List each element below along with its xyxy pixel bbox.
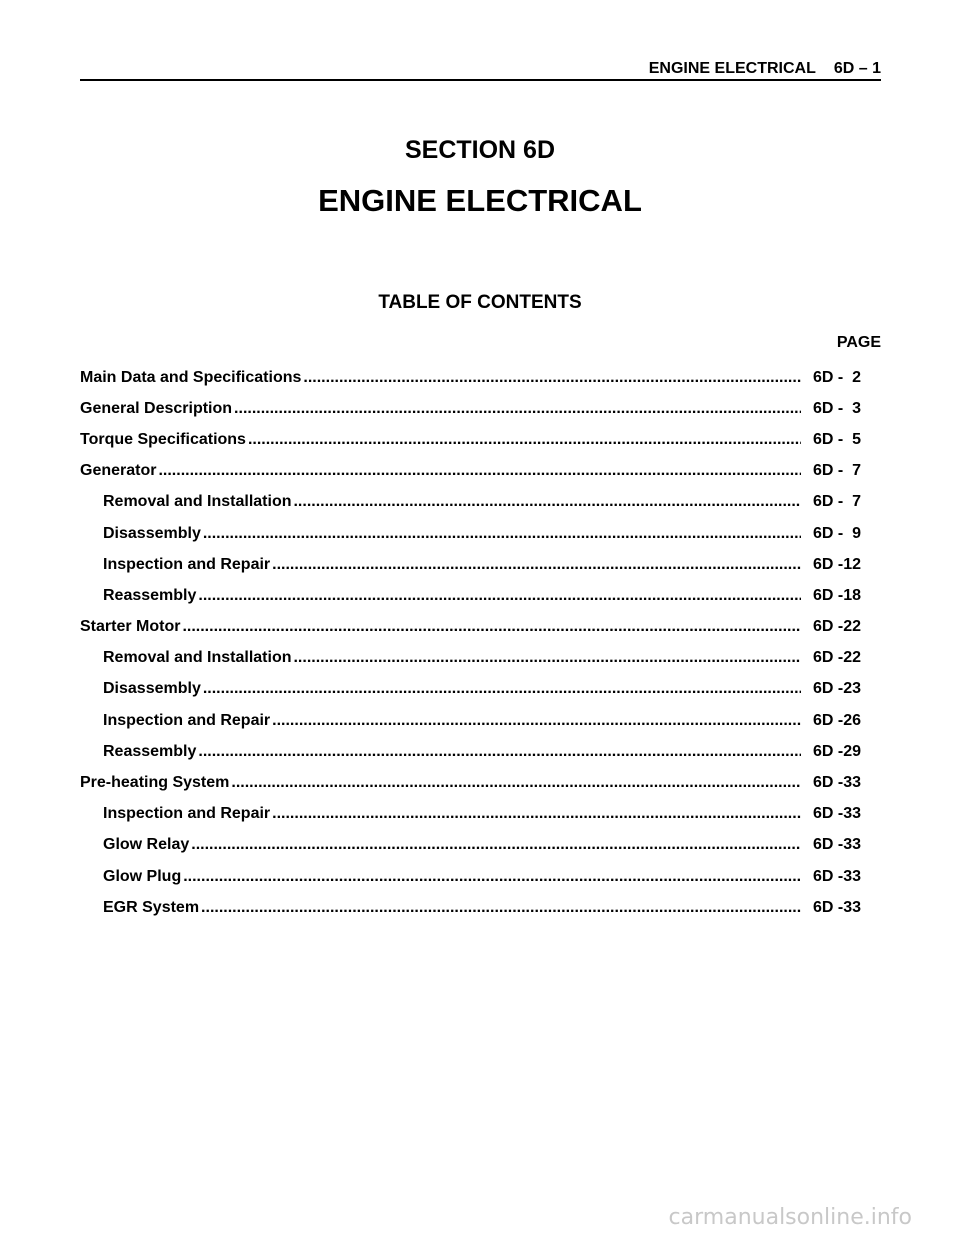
toc-entry-page: 6D -33 <box>813 898 862 916</box>
toc-leader-dots <box>231 774 801 792</box>
toc-entry-page: 6D -12 <box>813 555 862 573</box>
toc-leader-dots <box>303 369 801 387</box>
toc-leader-dots <box>191 836 801 854</box>
toc-entry-page: 6D -22 <box>813 649 862 667</box>
toc-leader-dots <box>198 743 801 761</box>
toc-leader-dots <box>158 462 801 480</box>
toc-entry-label: Inspection and Repair <box>103 805 271 823</box>
toc-entry[interactable] <box>80 674 881 705</box>
toc-entry-label: Disassembly <box>103 680 201 698</box>
toc-entry-label: Glow Plug <box>103 867 182 885</box>
toc-leader-dots <box>183 868 801 886</box>
toc-leader-dots <box>293 649 801 667</box>
toc-entry[interactable] <box>80 705 881 736</box>
toc-entry-page: 6D - 5 <box>813 430 862 448</box>
toc-entry-label: Inspection and Repair <box>103 711 271 729</box>
header-title: ENGINE ELECTRICAL <box>648 60 816 77</box>
toc-entry[interactable] <box>80 892 881 923</box>
page-header <box>80 59 881 81</box>
toc-entry-page: 6D -26 <box>813 711 862 729</box>
toc-leader-dots <box>203 525 801 543</box>
table-of-contents <box>80 362 881 923</box>
toc-leader-dots <box>182 618 801 636</box>
toc-entry-page: 6D -33 <box>813 805 862 823</box>
toc-entry[interactable] <box>80 799 881 830</box>
toc-entry-label: Removal and Installation <box>103 493 292 511</box>
toc-entry[interactable] <box>80 643 881 674</box>
toc-entry-page: 6D -29 <box>813 742 862 760</box>
toc-entry-label: Main Data and Specifications <box>80 368 302 386</box>
toc-entry-label: Reassembly <box>103 586 197 604</box>
toc-entry[interactable] <box>80 580 881 611</box>
toc-leader-dots <box>293 493 801 511</box>
toc-entry-label: Generator <box>80 462 157 480</box>
toc-entry-label: EGR System <box>103 898 200 916</box>
toc-entry-page: 6D - 2 <box>813 368 862 386</box>
toc-leader-dots <box>201 899 801 917</box>
toc-entry[interactable] <box>80 393 881 424</box>
toc-entry-page: 6D - 7 <box>813 493 862 511</box>
toc-entry[interactable] <box>80 424 881 455</box>
toc-leader-dots <box>272 556 801 574</box>
toc-entry[interactable] <box>80 549 881 580</box>
toc-entry[interactable] <box>80 861 881 892</box>
toc-entry[interactable] <box>80 456 881 487</box>
toc-entry[interactable] <box>80 736 881 767</box>
toc-entry-page: 6D -33 <box>813 836 862 854</box>
toc-entry-label: Disassembly <box>103 524 201 542</box>
toc-leader-dots <box>272 805 801 823</box>
toc-entry-label: Removal and Installation <box>103 649 292 667</box>
toc-entry-page: 6D - 3 <box>813 399 862 417</box>
toc-entry-label: Inspection and Repair <box>103 555 271 573</box>
page-column-label: PAGE <box>836 334 881 351</box>
toc-leader-dots <box>234 400 801 418</box>
toc-entry-page: 6D -22 <box>813 618 862 636</box>
toc-entry[interactable] <box>80 767 881 798</box>
toc-leader-dots <box>272 712 801 730</box>
toc-entry-page: 6D - 7 <box>813 462 862 480</box>
header-page-number: 6D – 1 <box>833 60 881 77</box>
watermark: carmanualsonline.info <box>668 1205 912 1230</box>
toc-heading: TABLE OF CONTENTS <box>378 292 582 313</box>
section-number: SECTION 6D <box>404 136 556 164</box>
toc-entry[interactable] <box>80 612 881 643</box>
toc-leader-dots <box>203 680 801 698</box>
toc-entry-page: 6D -33 <box>813 867 862 885</box>
toc-leader-dots <box>198 587 801 605</box>
toc-entry-label: Reassembly <box>103 742 197 760</box>
toc-entry[interactable] <box>80 487 881 518</box>
toc-entry-page: 6D -23 <box>813 680 862 698</box>
toc-entry-page: 6D -33 <box>813 774 862 792</box>
toc-entry-label: Torque Specifications <box>80 430 246 448</box>
toc-entry-label: Starter Motor <box>80 618 181 636</box>
toc-entry[interactable] <box>80 518 881 549</box>
page-title: ENGINE ELECTRICAL <box>318 183 642 218</box>
toc-leader-dots <box>248 431 801 449</box>
toc-entry-page: 6D -18 <box>813 586 862 604</box>
toc-entry[interactable] <box>80 362 881 393</box>
toc-entry-label: General Description <box>80 399 233 417</box>
toc-entry-label: Pre-heating System <box>80 774 230 792</box>
toc-entry[interactable] <box>80 830 881 861</box>
toc-entry-label: Glow Relay <box>103 836 190 854</box>
toc-entry-page: 6D - 9 <box>813 524 862 542</box>
